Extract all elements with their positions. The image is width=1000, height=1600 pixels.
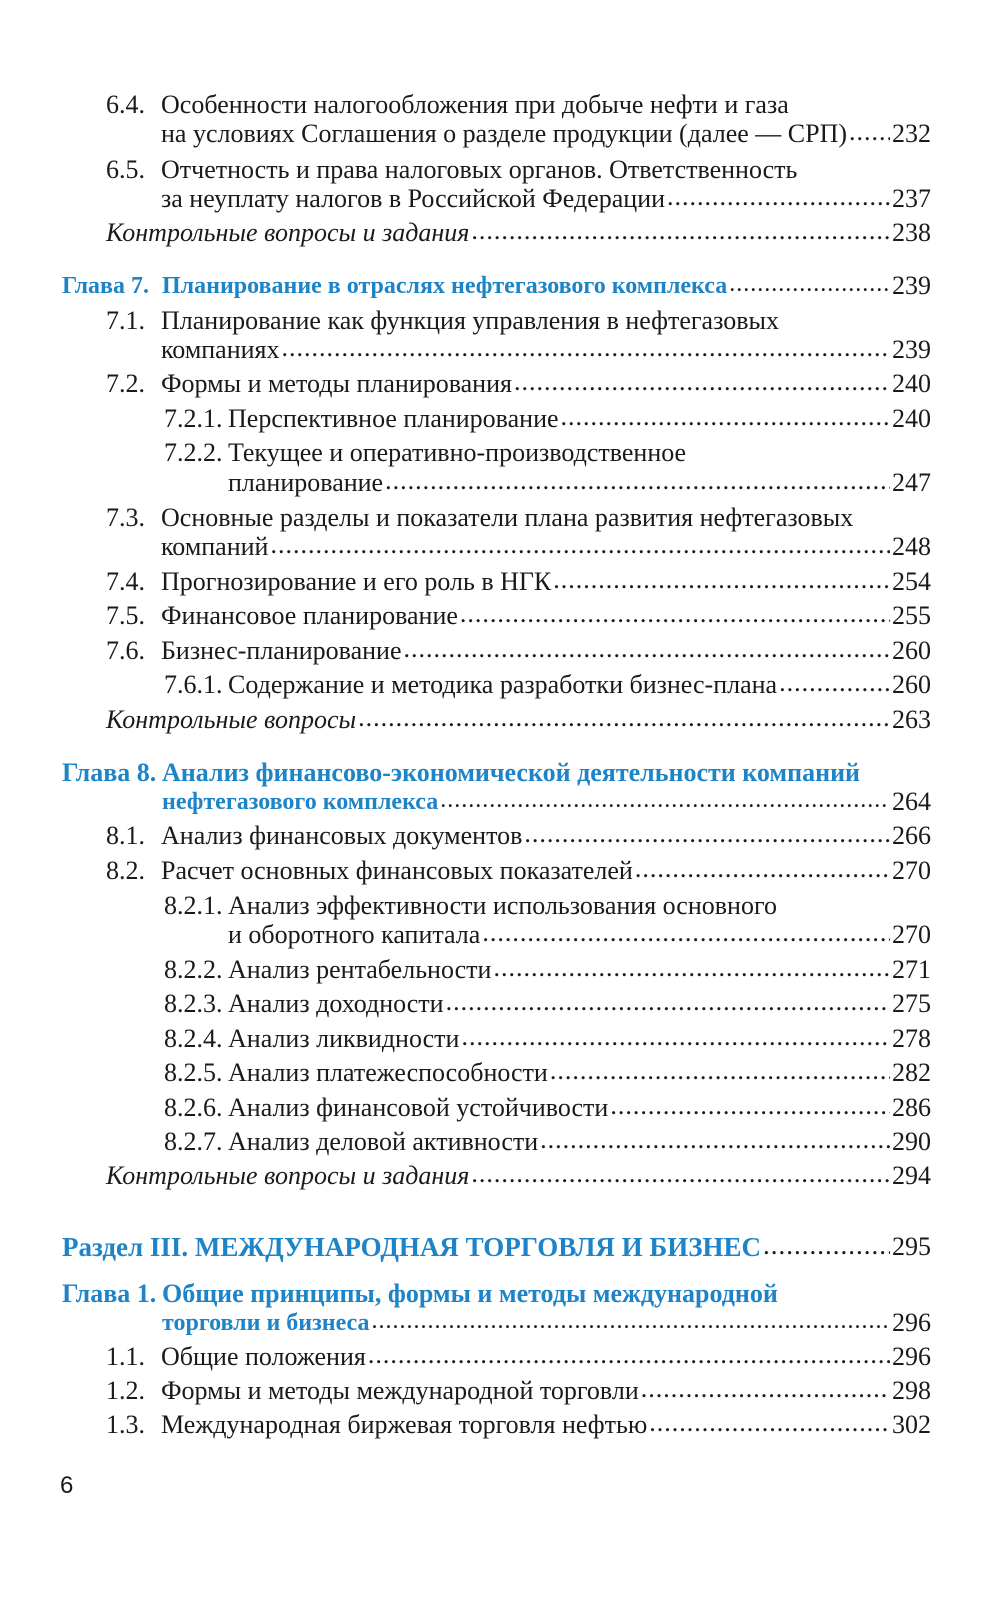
toc-entry-number: 7.6.	[106, 636, 145, 665]
toc-page-number: 271	[892, 955, 931, 984]
toc-page-number: 248	[892, 532, 931, 561]
toc-entry-number: 8.2.1.	[164, 891, 223, 920]
toc-entry-number: 7.5.	[106, 601, 145, 630]
toc-page-number: 264	[892, 787, 931, 816]
toc-entry-number: 8.1.	[106, 821, 145, 850]
toc-entry-title: за неуплату налогов в Российской Федерации	[161, 184, 666, 213]
toc-entry	[106, 1342, 931, 1372]
section-title: Раздел III. МЕЖДУНАРОДНАЯ ТОРГОВЛЯ И БИЗНЕС	[62, 1232, 762, 1262]
toc-entry-title: компаниях	[161, 335, 280, 364]
toc-entry	[164, 1058, 931, 1088]
dot-leader	[635, 854, 890, 884]
toc-entry-number: 7.2.1.	[164, 404, 223, 433]
dot-leader	[540, 1125, 890, 1155]
toc-entry-number: 7.3.	[106, 503, 145, 532]
toc-entry-title: Анализ платежеспособности	[228, 1058, 548, 1087]
toc-page-number: 296	[892, 1308, 931, 1337]
toc-entry-title: Контрольные вопросы и задания	[106, 1161, 470, 1190]
chapter-title: торговли и бизнеса	[162, 1310, 370, 1336]
toc-entry-number: 7.1.	[106, 306, 145, 335]
toc-entry-number: 1.1.	[106, 1342, 145, 1371]
toc-entry-title: планирование	[228, 468, 384, 497]
toc-entry-title: Отчетность и права налоговых органов. Ответственность	[161, 155, 798, 184]
dot-leader	[371, 1306, 890, 1336]
toc-page-number: 270	[892, 920, 931, 949]
toc-entry-title: Особенности налогообложения при добыче нефти и газа	[161, 90, 789, 119]
dot-leader	[471, 1159, 890, 1189]
toc-entry	[161, 335, 931, 365]
toc-entry-number: 8.2.7.	[164, 1127, 223, 1156]
chapter-title: Общие принципы, формы и методы международной	[162, 1279, 778, 1308]
toc-entry-title: Расчет основных финансовых показателей	[161, 856, 633, 885]
toc-page-number: 239	[892, 335, 931, 364]
toc-entry-number: 1.2.	[106, 1376, 145, 1405]
dot-leader	[358, 703, 890, 733]
dot-leader	[849, 117, 890, 147]
toc-page-number: 240	[892, 404, 931, 433]
dot-leader	[779, 668, 890, 698]
toc-entry	[164, 989, 931, 1019]
toc-entry	[161, 119, 931, 149]
toc-entry	[106, 1376, 931, 1406]
toc-entry-title: Контрольные вопросы	[106, 705, 357, 734]
toc-page-number: 294	[892, 1161, 931, 1190]
dot-leader	[561, 402, 890, 432]
toc-chapter	[162, 787, 931, 817]
toc-entry-title: Содержание и методика разработки бизнес-плана	[228, 670, 778, 699]
dot-leader	[440, 785, 890, 815]
toc-entry-title: Анализ финансовой устойчивости	[228, 1093, 609, 1122]
toc-entry-number: 8.2.6.	[164, 1093, 223, 1122]
toc-page-number: 296	[892, 1342, 931, 1371]
toc-questions	[106, 218, 931, 248]
toc-entry-title: компаний	[161, 532, 269, 561]
toc-entry-number: 6.5.	[106, 155, 145, 184]
toc-entry	[164, 955, 931, 985]
dot-leader	[368, 1340, 890, 1370]
toc-entry-title: Финансовое планирование	[161, 601, 458, 630]
toc-page-number: 260	[892, 670, 931, 699]
toc-entry-title: Формы и методы международной торговли	[161, 1376, 639, 1405]
toc-page-number: 238	[892, 218, 931, 247]
toc-page-number: 240	[892, 369, 931, 398]
toc-entry-title: Анализ финансовых документов	[161, 821, 523, 850]
toc-page-number: 275	[892, 989, 931, 1018]
toc-page-number: 278	[892, 1024, 931, 1053]
toc-entry	[164, 404, 931, 434]
dot-leader	[667, 182, 890, 212]
toc-entry-number: 8.2.4.	[164, 1024, 223, 1053]
toc-entry-number: 7.6.1.	[164, 670, 223, 699]
toc-page-number: 295	[892, 1232, 931, 1261]
dot-leader	[610, 1091, 890, 1121]
chapter-title: Анализ финансово-экономической деятельности компаний	[162, 758, 861, 787]
toc-entry-number: 8.2.2.	[164, 955, 223, 984]
toc-page-number: 255	[892, 601, 931, 630]
dot-leader	[729, 269, 890, 299]
toc-entry	[106, 856, 931, 886]
toc-entry-title: Анализ эффективности использования основного	[228, 891, 777, 920]
toc-entry-title: Формы и методы планирования	[161, 369, 512, 398]
toc-entry-number: 7.2.2.	[164, 438, 223, 467]
toc-entry	[228, 468, 931, 498]
dot-leader	[763, 1230, 890, 1260]
toc-entry-title: Планирование как функция управления в нефтегазовых	[161, 306, 779, 335]
toc-page-number: 237	[892, 184, 931, 213]
toc-entry-title: Прогнозирование и его роль в НГК	[161, 567, 552, 596]
dot-leader	[270, 530, 890, 560]
toc-entry	[164, 1127, 931, 1157]
chapter-title: Планирование в отраслях нефтегазового комплекса	[162, 273, 728, 299]
toc-entry	[106, 369, 931, 399]
toc-entry-title: Бизнес-планирование	[161, 636, 402, 665]
toc-entry-title: Анализ доходности	[228, 989, 444, 1018]
toc-entry-number: 8.2.	[106, 856, 145, 885]
toc-entry-title: Основные разделы и показатели плана развития нефтегазовых	[161, 503, 854, 532]
dot-leader	[482, 918, 890, 948]
toc-questions	[106, 705, 931, 735]
toc-entry-title: Текущее и оперативно-производственное	[228, 438, 687, 467]
dot-leader	[641, 1374, 890, 1404]
toc-entry-title: Перспективное планирование	[228, 404, 559, 433]
dot-leader	[385, 466, 890, 496]
dot-leader	[282, 333, 890, 363]
dot-leader	[524, 819, 890, 849]
toc-entry-title: Анализ деловой активности	[228, 1127, 539, 1156]
dot-leader	[514, 367, 890, 397]
toc-entry-title: на условиях Соглашения о разделе продукции (далее — СРП)	[161, 119, 848, 148]
toc-entry	[161, 532, 931, 562]
toc-entry-title: Контрольные вопросы и задания	[106, 218, 470, 247]
toc-entry-title: Анализ ликвидности	[228, 1024, 460, 1053]
toc-page-number: 290	[892, 1127, 931, 1156]
toc-entry	[106, 601, 931, 631]
toc-page-number: 260	[892, 636, 931, 665]
dot-leader	[493, 953, 890, 983]
toc-page-number: 232	[892, 119, 931, 148]
toc-entry	[106, 567, 931, 597]
toc-chapter	[62, 271, 931, 301]
toc-entry-title: и оборотного капитала	[228, 920, 481, 949]
chapter-number: Глава 7.	[62, 273, 149, 299]
toc-entry	[164, 1024, 931, 1054]
toc-entry	[106, 1410, 931, 1440]
toc-entry-number: 6.4.	[106, 90, 145, 119]
toc-chapter	[162, 1308, 931, 1338]
toc-page-number: 302	[892, 1410, 931, 1439]
chapter-number: Глава 8.	[62, 758, 157, 787]
dot-leader	[460, 599, 890, 629]
toc-entry-title: Общие положения	[161, 1342, 366, 1371]
toc-page-number: 298	[892, 1376, 931, 1405]
toc-entry	[228, 920, 931, 950]
chapter-title: нефтегазового комплекса	[162, 789, 439, 815]
toc-entry	[161, 184, 931, 214]
toc-page-number: 239	[892, 271, 931, 300]
toc-page-number: 247	[892, 468, 931, 497]
toc-page-number: 266	[892, 821, 931, 850]
toc-entry-title: Международная биржевая торговля нефтью	[161, 1410, 648, 1439]
toc-entry-title: Анализ рентабельности	[228, 955, 492, 984]
toc-page-number: 282	[892, 1058, 931, 1087]
toc-entry	[164, 1093, 931, 1123]
toc-questions	[106, 1161, 931, 1191]
dot-leader	[471, 216, 890, 246]
toc-entry-number: 8.2.5.	[164, 1058, 223, 1087]
toc-entry-number: 1.3.	[106, 1410, 145, 1439]
toc-page-number: 263	[892, 705, 931, 734]
page-number: 6	[60, 1472, 74, 1499]
toc-entry	[106, 636, 931, 666]
toc-entry-number: 7.2.	[106, 369, 145, 398]
chapter-number: Глава 1.	[62, 1279, 157, 1308]
dot-leader	[550, 1056, 890, 1086]
toc-section	[62, 1232, 931, 1262]
dot-leader	[649, 1408, 890, 1438]
toc-entry-number: 8.2.3.	[164, 989, 223, 1018]
toc-entry-number: 7.4.	[106, 567, 145, 596]
dot-leader	[404, 634, 890, 664]
dot-leader	[553, 565, 890, 595]
toc-page-number: 254	[892, 567, 931, 596]
toc-entry	[106, 821, 931, 851]
dot-leader	[446, 987, 890, 1017]
toc-entry	[164, 670, 931, 700]
toc-page-number: 270	[892, 856, 931, 885]
dot-leader	[461, 1022, 890, 1052]
toc-page-number: 286	[892, 1093, 931, 1122]
